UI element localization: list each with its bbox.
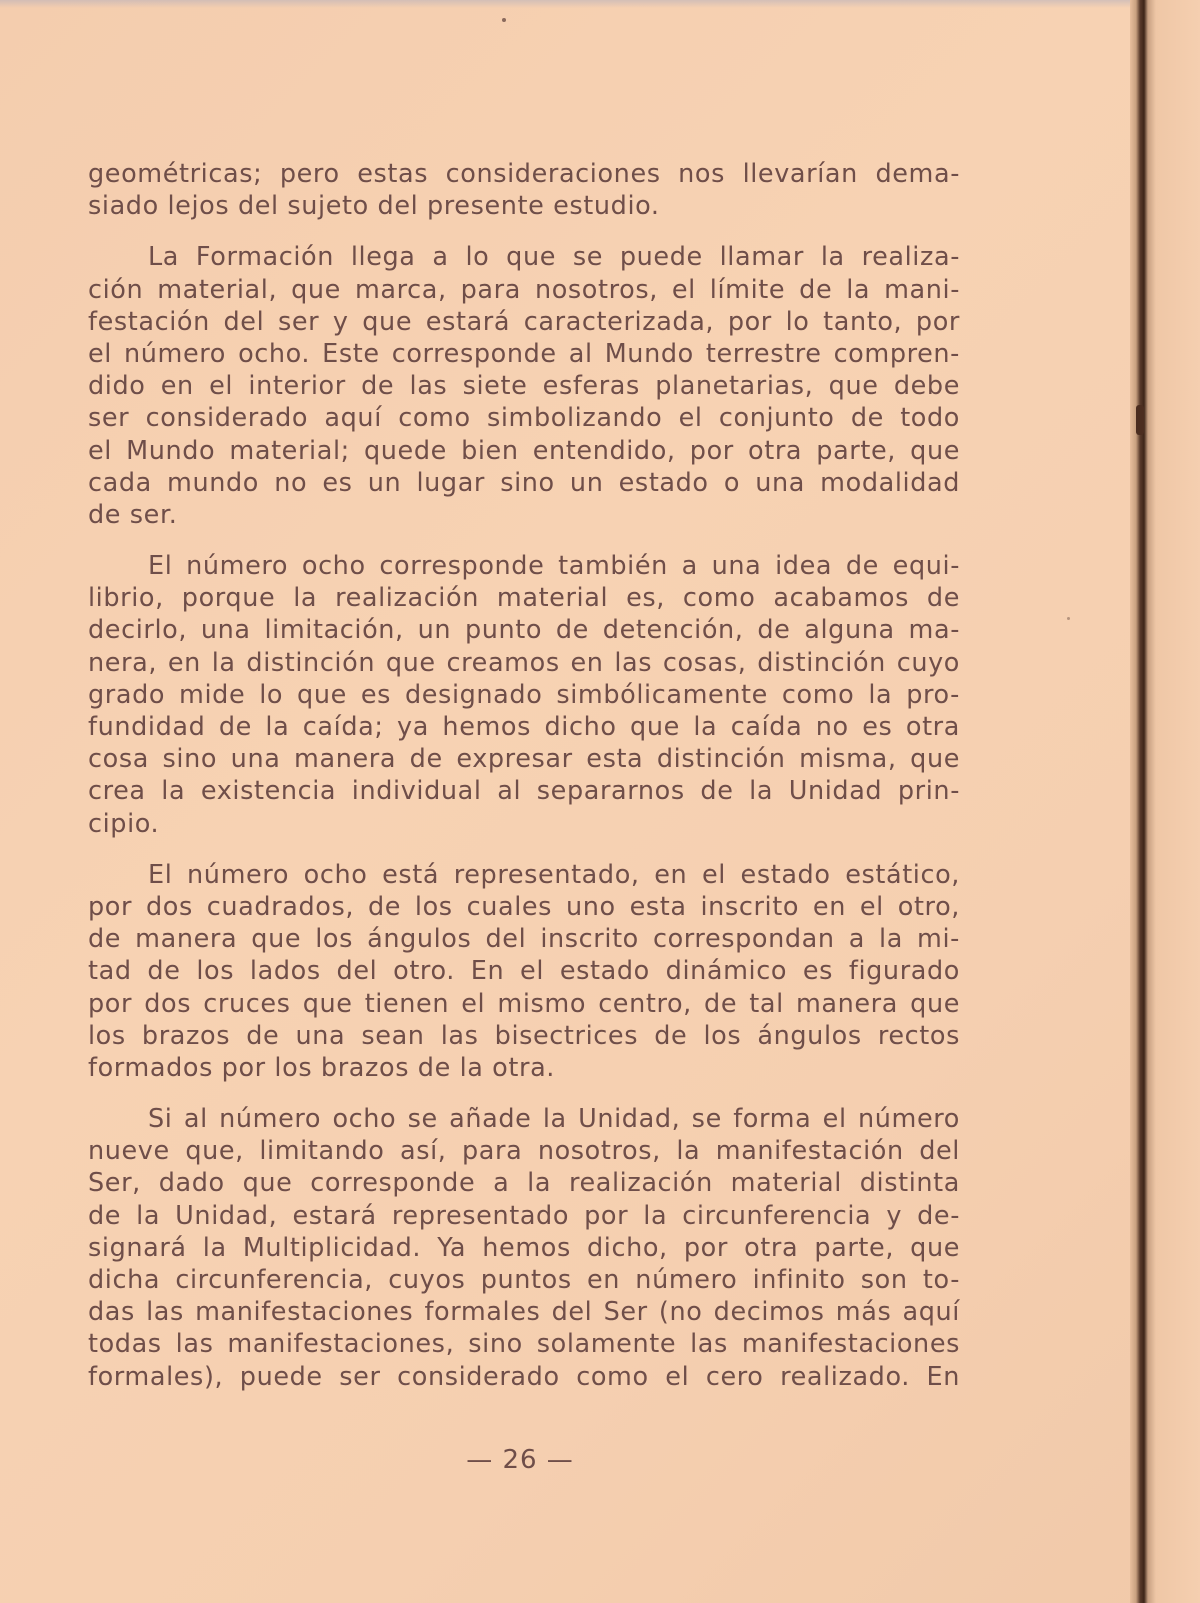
ink-speck <box>502 18 506 22</box>
text-line: formales), puede ser considerado como el cero realizado. En <box>88 1361 960 1392</box>
paragraph <box>88 241 960 531</box>
spine-mark <box>1136 405 1144 435</box>
text-line: el Mundo material; quede bien entendido, por otra parte, que <box>88 435 960 466</box>
text-line: de manera que los ángulos del inscrito correspondan a la mi- <box>88 924 960 955</box>
paragraph <box>88 1103 960 1393</box>
text-line: ción material, que marca, para nosotros, el límite de la mani- <box>88 274 960 305</box>
text-line: La Formación llega a lo que se puede llamar la realiza- <box>148 242 960 273</box>
text-line: cada mundo no es un lugar sino un estado o una modalidad <box>88 467 960 498</box>
text-line: geométricas; pero estas consideraciones nos llevarían dema- <box>88 159 960 189</box>
page-number: — 26 — <box>466 1445 574 1475</box>
text-line: grado mide lo que es designado simbólicamente como la pro- <box>88 679 960 710</box>
text-line: los brazos de una sean las bisectrices de los ángulos rectos <box>88 1020 960 1051</box>
text-line: todas las manifestaciones, sino solamente las manifestaciones <box>88 1329 960 1360</box>
text-line: el número ocho. Este corresponde al Mundo terrestre compren- <box>88 338 960 369</box>
text-line: formados por los brazos de la otra. <box>88 1052 556 1083</box>
body-text <box>88 158 960 1412</box>
text-line: dicha circunferencia, cuyos puntos en número infinito son to- <box>88 1265 960 1295</box>
text-line: librio, porque la realización material es, como acabamos de <box>88 583 960 614</box>
text-line: de la Unidad, estará representado por la circunferencia y de- <box>88 1200 960 1231</box>
text-line: fundidad de la caída; ya hemos dicho que la caída no es otra <box>88 712 960 742</box>
text-line: festación del ser y que estará caracterizada, por lo tanto, por <box>88 306 960 337</box>
text-line: nueve que, limitando así, para nosotros, la manifestación del <box>88 1136 960 1167</box>
ink-speck <box>1067 617 1070 620</box>
text-line: de ser. <box>88 499 178 530</box>
text-line: cipio. <box>88 808 160 839</box>
text-line: nera, en la distinción que creamos en las cosas, distinción cuyo <box>88 647 960 678</box>
text-line: Si al número ocho se añade la Unidad, se forma el número <box>148 1104 960 1135</box>
text-line: por dos cuadrados, de los cuales uno esta inscrito en el otro, <box>88 891 960 922</box>
text-line: El número ocho está representado, en el estado estático, <box>148 859 960 890</box>
text-line: das las manifestaciones formales del Ser (no decimos más aquí <box>88 1297 960 1328</box>
paragraph <box>88 859 960 1084</box>
text-line: crea la existencia individual al separarnos de la Unidad prin- <box>88 776 960 807</box>
text-line: por dos cruces que tienen el mismo centro, de tal manera que <box>88 988 960 1019</box>
text-line: ser considerado aquí como simbolizando el conjunto de todo <box>88 403 960 434</box>
text-line: cosa sino una manera de expresar esta distinción misma, que <box>88 744 960 775</box>
page-top-edge <box>0 0 1200 8</box>
text-line: tad de los lados del otro. En el estado dinámico es figurado <box>88 956 960 987</box>
text-line: Ser, dado que corresponde a la realización material distinta <box>88 1168 960 1199</box>
text-line: signará la Multiplicidad. Ya hemos dicho, por otra parte, que <box>88 1232 960 1263</box>
paragraph <box>88 158 960 222</box>
book-spine <box>1130 0 1200 1603</box>
paragraph <box>88 550 960 840</box>
text-line: decirlo, una limitación, un punto de detención, de alguna ma- <box>88 615 960 646</box>
text-line: dido en el interior de las siete esferas planetarias, que debe <box>88 371 960 402</box>
text-line: siado lejos del sujeto del presente estudio. <box>88 191 660 222</box>
text-line: El número ocho corresponde también a una idea de equi- <box>148 551 960 582</box>
